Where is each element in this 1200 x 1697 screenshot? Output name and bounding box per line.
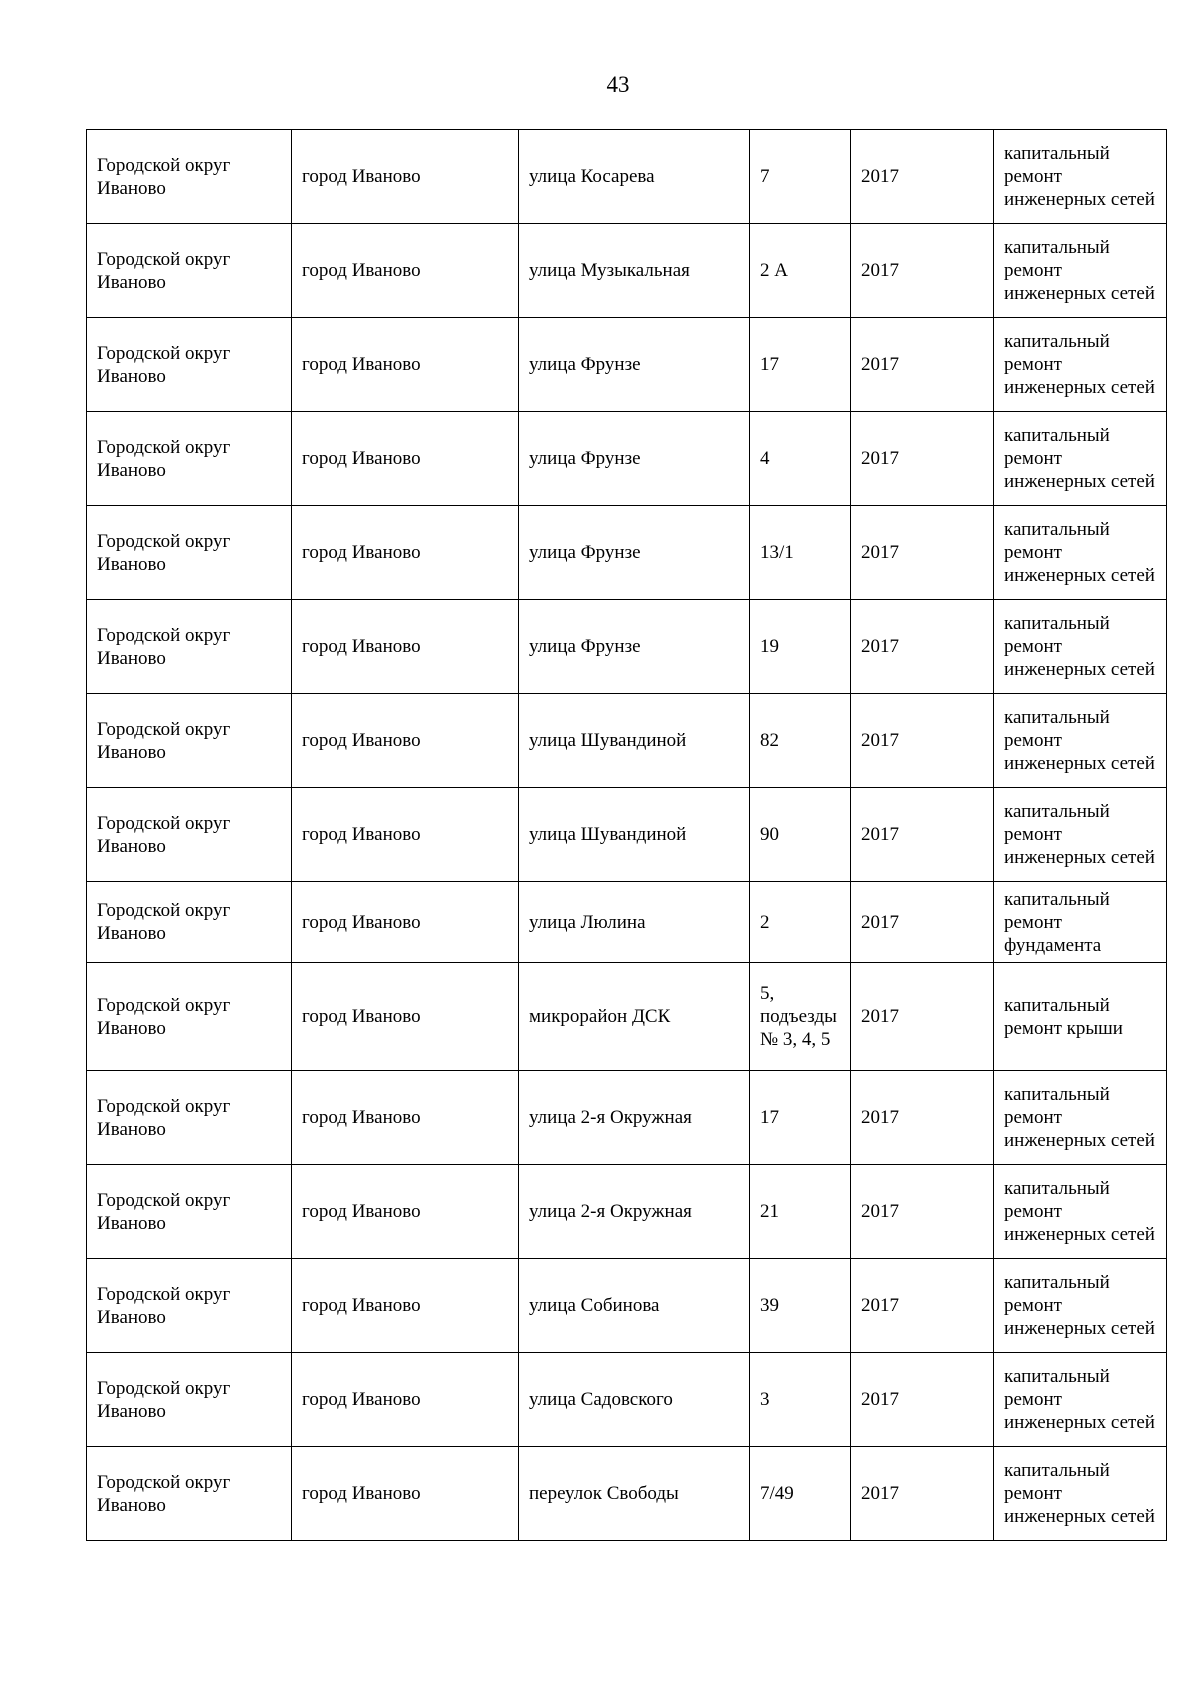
cell-settlement: город Иваново — [292, 1071, 519, 1165]
cell-year: 2017 — [851, 1071, 994, 1165]
cell-street: переулок Свободы — [519, 1447, 750, 1541]
cell-settlement: город Иваново — [292, 224, 519, 318]
cell-district: Городской округ Иваново — [87, 694, 292, 788]
table-row — [87, 318, 1167, 412]
cell-house-number: 3 — [750, 1353, 851, 1447]
cell-work-type: капитальный ремонт инженерных сетей — [994, 1447, 1167, 1541]
cell-work-type: капитальный ремонт инженерных сетей — [994, 1071, 1167, 1165]
cell-year: 2017 — [851, 694, 994, 788]
cell-work-type: капитальный ремонт инженерных сетей — [994, 600, 1167, 694]
table-row — [87, 1071, 1167, 1165]
cell-house-number: 19 — [750, 600, 851, 694]
table-body — [87, 130, 1167, 1541]
cell-street: улица Садовского — [519, 1353, 750, 1447]
cell-street: улица Косарева — [519, 130, 750, 224]
cell-settlement: город Иваново — [292, 1165, 519, 1259]
cell-street: улица Люлина — [519, 882, 750, 963]
cell-year: 2017 — [851, 130, 994, 224]
cell-work-type: капитальный ремонт инженерных сетей — [994, 694, 1167, 788]
cell-work-type: капитальный ремонт инженерных сетей — [994, 1259, 1167, 1353]
cell-work-type: капитальный ремонт инженерных сетей — [994, 318, 1167, 412]
cell-street: улица Шувандиной — [519, 694, 750, 788]
cell-settlement: город Иваново — [292, 694, 519, 788]
cell-house-number: 7 — [750, 130, 851, 224]
cell-house-number: 82 — [750, 694, 851, 788]
cell-district: Городской округ Иваново — [87, 882, 292, 963]
cell-house-number: 13/1 — [750, 506, 851, 600]
cell-year: 2017 — [851, 963, 994, 1071]
cell-settlement: город Иваново — [292, 506, 519, 600]
cell-settlement: город Иваново — [292, 882, 519, 963]
cell-district: Городской округ Иваново — [87, 1353, 292, 1447]
cell-work-type: капитальный ремонт крыши — [994, 963, 1167, 1071]
cell-year: 2017 — [851, 506, 994, 600]
table-row — [87, 1165, 1167, 1259]
cell-work-type: капитальный ремонт инженерных сетей — [994, 788, 1167, 882]
cell-house-number: 39 — [750, 1259, 851, 1353]
table-row — [87, 1447, 1167, 1541]
cell-house-number: 17 — [750, 318, 851, 412]
cell-year: 2017 — [851, 1259, 994, 1353]
cell-house-number: 2 — [750, 882, 851, 963]
cell-house-number: 21 — [750, 1165, 851, 1259]
cell-settlement: город Иваново — [292, 788, 519, 882]
cell-work-type: капитальный ремонт фундамента — [994, 882, 1167, 963]
cell-year: 2017 — [851, 788, 994, 882]
cell-district: Городской округ Иваново — [87, 412, 292, 506]
cell-street: улица Шувандиной — [519, 788, 750, 882]
cell-street: улица Музыкальная — [519, 224, 750, 318]
cell-year: 2017 — [851, 318, 994, 412]
cell-work-type: капитальный ремонт инженерных сетей — [994, 224, 1167, 318]
table-row — [87, 882, 1167, 963]
cell-settlement: город Иваново — [292, 1447, 519, 1541]
cell-district: Городской округ Иваново — [87, 963, 292, 1071]
cell-settlement: город Иваново — [292, 1353, 519, 1447]
cell-settlement: город Иваново — [292, 600, 519, 694]
cell-year: 2017 — [851, 882, 994, 963]
cell-settlement: город Иваново — [292, 412, 519, 506]
cell-street: улица 2-я Окружная — [519, 1165, 750, 1259]
repair-register-table — [86, 129, 1167, 1541]
cell-street: улица Фрунзе — [519, 506, 750, 600]
cell-settlement: город Иваново — [292, 130, 519, 224]
cell-street: улица Собинова — [519, 1259, 750, 1353]
cell-work-type: капитальный ремонт инженерных сетей — [994, 1165, 1167, 1259]
cell-district: Городской округ Иваново — [87, 130, 292, 224]
cell-house-number: 2 А — [750, 224, 851, 318]
table-row — [87, 224, 1167, 318]
cell-year: 2017 — [851, 1165, 994, 1259]
cell-district: Городской округ Иваново — [87, 1165, 292, 1259]
cell-district: Городской округ Иваново — [87, 224, 292, 318]
cell-street: улица Фрунзе — [519, 318, 750, 412]
cell-house-number: 4 — [750, 412, 851, 506]
table-row — [87, 506, 1167, 600]
cell-work-type: капитальный ремонт инженерных сетей — [994, 130, 1167, 224]
table-row — [87, 963, 1167, 1071]
table-row — [87, 130, 1167, 224]
table-row — [87, 788, 1167, 882]
cell-house-number: 5, подъезды № 3, 4, 5 — [750, 963, 851, 1071]
cell-settlement: город Иваново — [292, 318, 519, 412]
table-row — [87, 694, 1167, 788]
cell-district: Городской округ Иваново — [87, 1447, 292, 1541]
cell-settlement: город Иваново — [292, 1259, 519, 1353]
table-row — [87, 1259, 1167, 1353]
cell-district: Городской округ Иваново — [87, 1259, 292, 1353]
cell-house-number: 17 — [750, 1071, 851, 1165]
table-row — [87, 412, 1167, 506]
cell-street: улица 2-я Окружная — [519, 1071, 750, 1165]
cell-street: улица Фрунзе — [519, 600, 750, 694]
cell-year: 2017 — [851, 1447, 994, 1541]
cell-year: 2017 — [851, 412, 994, 506]
cell-district: Городской округ Иваново — [87, 318, 292, 412]
cell-street: улица Фрунзе — [519, 412, 750, 506]
cell-district: Городской округ Иваново — [87, 788, 292, 882]
table-row — [87, 1353, 1167, 1447]
page-number: 43 — [606, 72, 630, 97]
cell-street: микрорайон ДСК — [519, 963, 750, 1071]
cell-settlement: город Иваново — [292, 963, 519, 1071]
table-row — [87, 600, 1167, 694]
cell-district: Городской округ Иваново — [87, 1071, 292, 1165]
cell-year: 2017 — [851, 600, 994, 694]
cell-year: 2017 — [851, 224, 994, 318]
cell-district: Городской округ Иваново — [87, 600, 292, 694]
cell-house-number: 90 — [750, 788, 851, 882]
cell-work-type: капитальный ремонт инженерных сетей — [994, 506, 1167, 600]
cell-district: Городской округ Иваново — [87, 506, 292, 600]
cell-year: 2017 — [851, 1353, 994, 1447]
cell-work-type: капитальный ремонт инженерных сетей — [994, 412, 1167, 506]
cell-house-number: 7/49 — [750, 1447, 851, 1541]
cell-work-type: капитальный ремонт инженерных сетей — [994, 1353, 1167, 1447]
